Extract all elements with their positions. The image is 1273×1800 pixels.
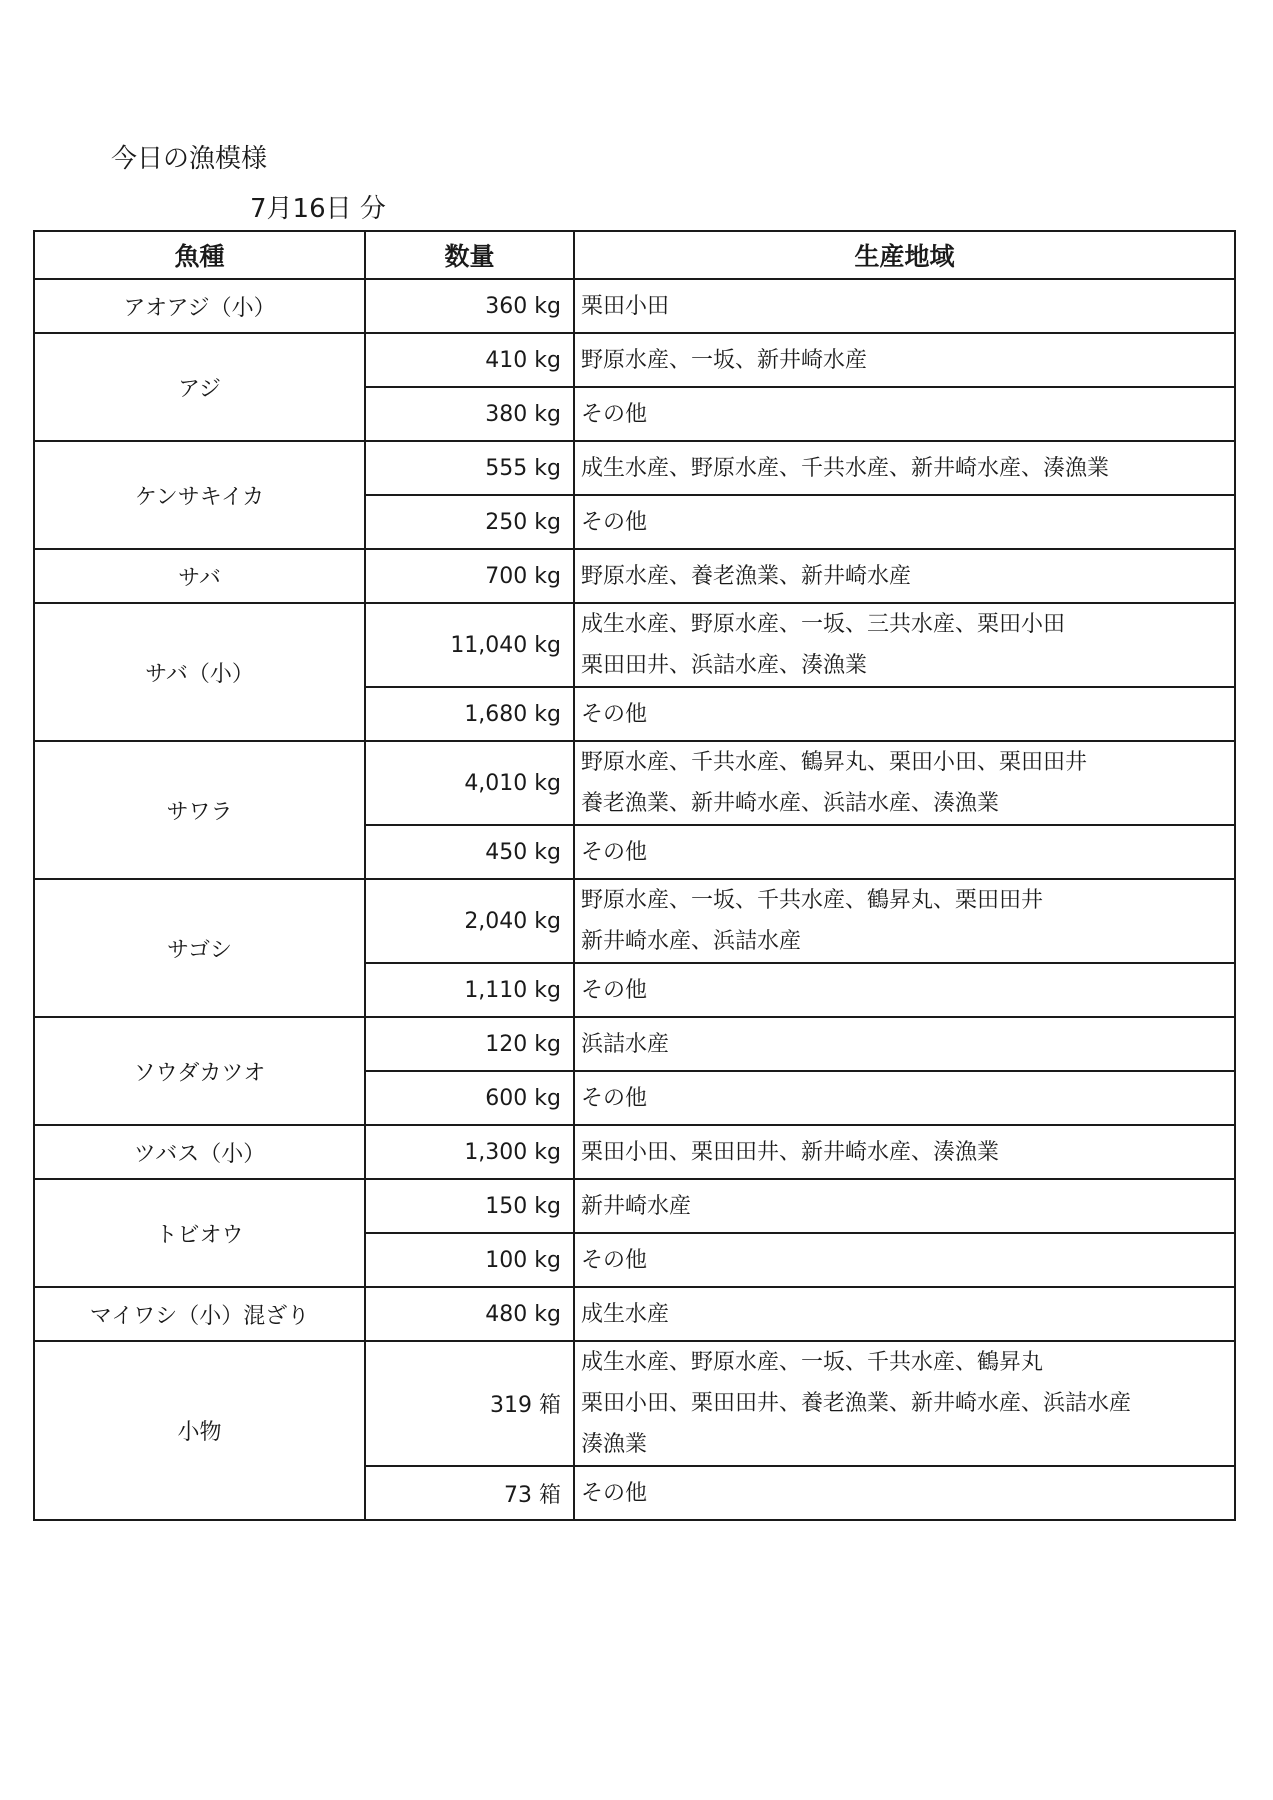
quantity-cell: 555 kg: [365, 441, 574, 495]
page-title: 今日の漁模様: [111, 144, 268, 174]
header-fish: 魚種: [34, 231, 365, 279]
area-cell: [574, 441, 1235, 495]
quantity-cell: 450 kg: [365, 825, 574, 879]
area-line: 栗田小田: [581, 293, 670, 319]
area-cell: [574, 963, 1235, 1017]
quantity-cell: 73 箱: [365, 1466, 574, 1520]
table-row: [34, 603, 1235, 687]
area-line: 成生水産、野原水産、一坂、千共水産、鶴昇丸: [581, 1350, 1044, 1375]
area-cell: [574, 1017, 1235, 1071]
area-line: 養老漁業、新井崎水産、浜詰水産、湊漁業: [581, 791, 1000, 816]
area-line: 栗田小田、栗田田井、新井崎水産、湊漁業: [581, 1139, 1000, 1165]
area-cell: [574, 1179, 1235, 1233]
catch-table-body: [34, 279, 1235, 1520]
area-cell: [574, 1233, 1235, 1287]
quantity-cell: 150 kg: [365, 1179, 574, 1233]
table-row: [34, 279, 1235, 333]
quantity-cell: 480 kg: [365, 1287, 574, 1341]
table-row: [34, 549, 1235, 603]
quantity-cell: 120 kg: [365, 1017, 574, 1071]
table-row: [34, 1341, 1235, 1466]
fish-cell: アジ: [34, 333, 365, 441]
area-cell: [574, 1071, 1235, 1125]
area-line: その他: [581, 839, 648, 865]
area-line: 湊漁業: [581, 1432, 648, 1457]
area-line: 新井崎水産、浜詰水産: [581, 929, 802, 954]
quantity-cell: 2,040 kg: [365, 879, 574, 963]
fish-cell: 小物: [34, 1341, 365, 1520]
area-cell: [574, 1125, 1235, 1179]
fish-cell: サゴシ: [34, 879, 365, 1017]
quantity-cell: 360 kg: [365, 279, 574, 333]
fish-cell: ケンサキイカ: [34, 441, 365, 549]
table-row: [34, 741, 1235, 825]
table-row: [34, 1179, 1235, 1233]
area-cell: [574, 825, 1235, 879]
quantity-cell: 410 kg: [365, 333, 574, 387]
header-row: [34, 231, 1235, 279]
table-row: [34, 1125, 1235, 1179]
quantity-cell: 100 kg: [365, 1233, 574, 1287]
area-cell: [574, 1466, 1235, 1520]
fish-cell: アオアジ（小）: [34, 279, 365, 333]
area-line: 野原水産、千共水産、鶴昇丸、栗田小田、栗田田井: [581, 750, 1088, 775]
quantity-cell: 1,680 kg: [365, 687, 574, 741]
area-line: 栗田田井、浜詰水産、湊漁業: [581, 653, 868, 678]
area-line: 成生水産: [581, 1301, 670, 1327]
fish-cell: トビオウ: [34, 1179, 365, 1287]
table-row: [34, 1017, 1235, 1071]
fish-cell: マイワシ（小）混ざり: [34, 1287, 365, 1341]
area-cell: [574, 279, 1235, 333]
quantity-cell: 319 箱: [365, 1341, 574, 1466]
table-row: [34, 879, 1235, 963]
area-cell: [574, 879, 1235, 963]
area-line: 野原水産、養老漁業、新井崎水産: [581, 563, 912, 589]
quantity-cell: 250 kg: [365, 495, 574, 549]
area-line: その他: [581, 1247, 648, 1273]
area-line: その他: [581, 509, 648, 535]
report-date: 7月16日 分: [250, 194, 386, 224]
area-line: その他: [581, 401, 648, 427]
header-area: 生産地域: [574, 231, 1235, 279]
area-line: 栗田小田、栗田田井、養老漁業、新井崎水産、浜詰水産: [581, 1391, 1132, 1416]
quantity-cell: 1,300 kg: [365, 1125, 574, 1179]
area-line: その他: [581, 977, 648, 1003]
area-line: その他: [581, 701, 648, 727]
area-line: 野原水産、一坂、新井崎水産: [581, 347, 868, 373]
catch-table: [33, 230, 1236, 1521]
quantity-cell: 4,010 kg: [365, 741, 574, 825]
area-cell: [574, 741, 1235, 825]
header-quantity: 数量: [365, 231, 574, 279]
area-cell: [574, 1287, 1235, 1341]
area-cell: [574, 333, 1235, 387]
area-line: 野原水産、一坂、千共水産、鶴昇丸、栗田田井: [581, 888, 1044, 913]
table-row: [34, 1287, 1235, 1341]
table-row: [34, 333, 1235, 387]
fish-cell: サバ: [34, 549, 365, 603]
fish-cell: サバ（小）: [34, 603, 365, 741]
fish-cell: サワラ: [34, 741, 365, 879]
area-cell: [574, 549, 1235, 603]
area-line: 新井崎水産: [581, 1193, 692, 1219]
quantity-cell: 600 kg: [365, 1071, 574, 1125]
fish-cell: ツバス（小）: [34, 1125, 365, 1179]
area-line: 成生水産、野原水産、千共水産、新井崎水産、湊漁業: [581, 455, 1110, 481]
area-cell: [574, 495, 1235, 549]
area-line: その他: [581, 1085, 648, 1111]
quantity-cell: 1,110 kg: [365, 963, 574, 1017]
area-cell: [574, 687, 1235, 741]
area-line: 浜詰水産: [581, 1031, 670, 1057]
area-line: 成生水産、野原水産、一坂、三共水産、栗田小田: [581, 612, 1066, 637]
area-cell: [574, 387, 1235, 441]
table-row: [34, 441, 1235, 495]
area-cell: [574, 603, 1235, 687]
fish-cell: ソウダカツオ: [34, 1017, 365, 1125]
area-cell: [574, 1341, 1235, 1466]
quantity-cell: 380 kg: [365, 387, 574, 441]
area-line: その他: [581, 1480, 648, 1506]
quantity-cell: 700 kg: [365, 549, 574, 603]
quantity-cell: 11,040 kg: [365, 603, 574, 687]
